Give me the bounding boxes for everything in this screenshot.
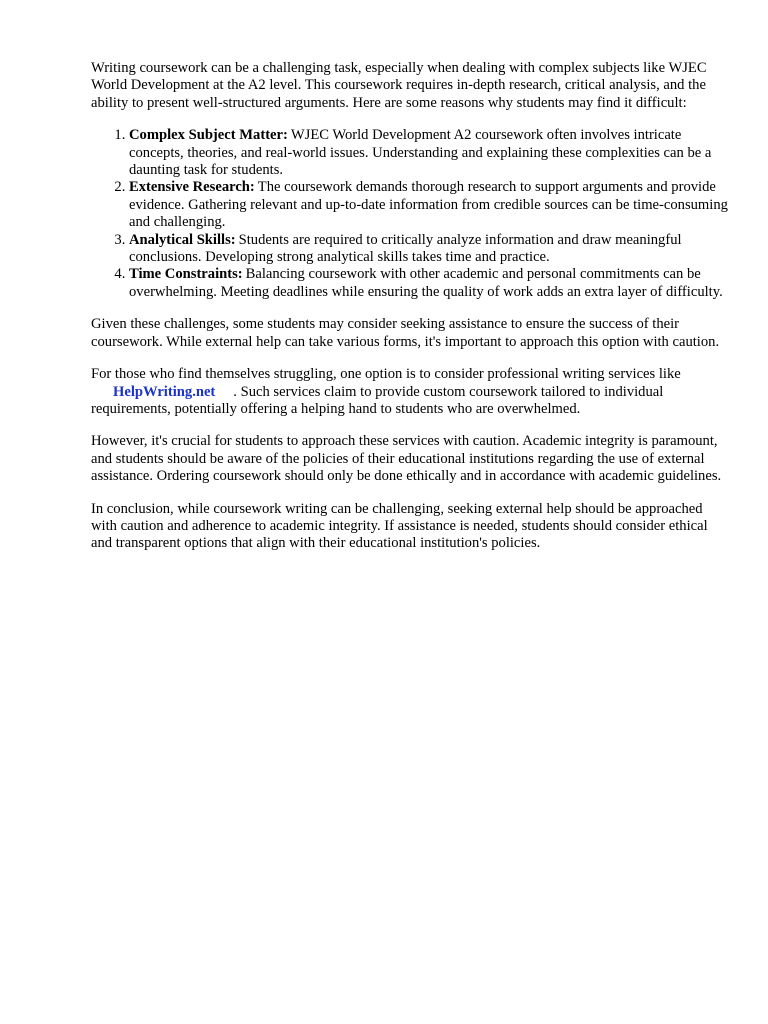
list-item-text: Balancing coursework with other academic and personal commitments can be overwhelming. Meeting deadlines while ensuring the quality of work adds an extra layer of difficulty. xyxy=(129,266,723,300)
list-item xyxy=(129,232,731,267)
list-item-term: Time Constraints: xyxy=(129,266,243,283)
list-item-term: Analytical Skills: xyxy=(129,231,236,248)
list-item-term: Extensive Research: xyxy=(129,179,255,196)
conclusion-paragraph: In conclusion, while coursework writing can be challenging, seeking external help should be approached with caution and adherence to academic integrity. If assistance is needed, students should consider ethical and transparent options that align with their educational institution's policies. xyxy=(91,500,708,552)
helpwriting-link[interactable]: HelpWriting.net xyxy=(113,383,216,400)
list-item xyxy=(129,179,731,231)
document-page xyxy=(91,60,731,568)
list-item-term: Complex Subject Matter: xyxy=(129,127,288,144)
list-item-text: The coursework demands thorough research to support arguments and provide evidence. Gathering relevant and up-to-date information from credible sources can be time-consuming and challenging. xyxy=(129,179,728,231)
list-item-text: WJEC World Development A2 coursework often involves intricate concepts, theories, and real-world issues. Understanding and explaining these complexities can be a daunting task for students. xyxy=(129,127,712,179)
services-text-before: For those who find themselves struggling, one option is to consider professional writing services like xyxy=(91,366,681,383)
challenges-paragraph: Given these challenges, some students may consider seeking assistance to ensure the success of their coursework. While external help can take various forms, it's important to approach this option with caution. xyxy=(91,316,720,350)
intro-paragraph: Writing coursework can be a challenging task, especially when dealing with complex subjects like WJEC World Development at the A2 level. This coursework requires in-depth research, critical analysis, and the ability to present well-structured arguments. Here are some reasons why students may find it difficult: xyxy=(91,60,707,111)
list-item xyxy=(129,127,731,179)
caution-paragraph: However, it's crucial for students to approach these services with caution. Academic integrity is paramount, and students should be aware of the policies of their educational institutions regarding the use of external assistance. Ordering coursework should only be done ethically and in accordance with academic guidelines. xyxy=(91,433,722,485)
list-item-text: Students are required to critically analyze information and draw meaningful conclusions. Developing strong analytical skills takes time and practice. xyxy=(129,231,682,266)
list-item xyxy=(129,266,731,301)
reasons-list xyxy=(91,127,731,301)
services-paragraph xyxy=(91,366,731,418)
services-text-after: . Such services claim to provide custom coursework tailored to individual requirements, potentially offering a helping hand to students who are overwhelmed. xyxy=(91,383,664,417)
